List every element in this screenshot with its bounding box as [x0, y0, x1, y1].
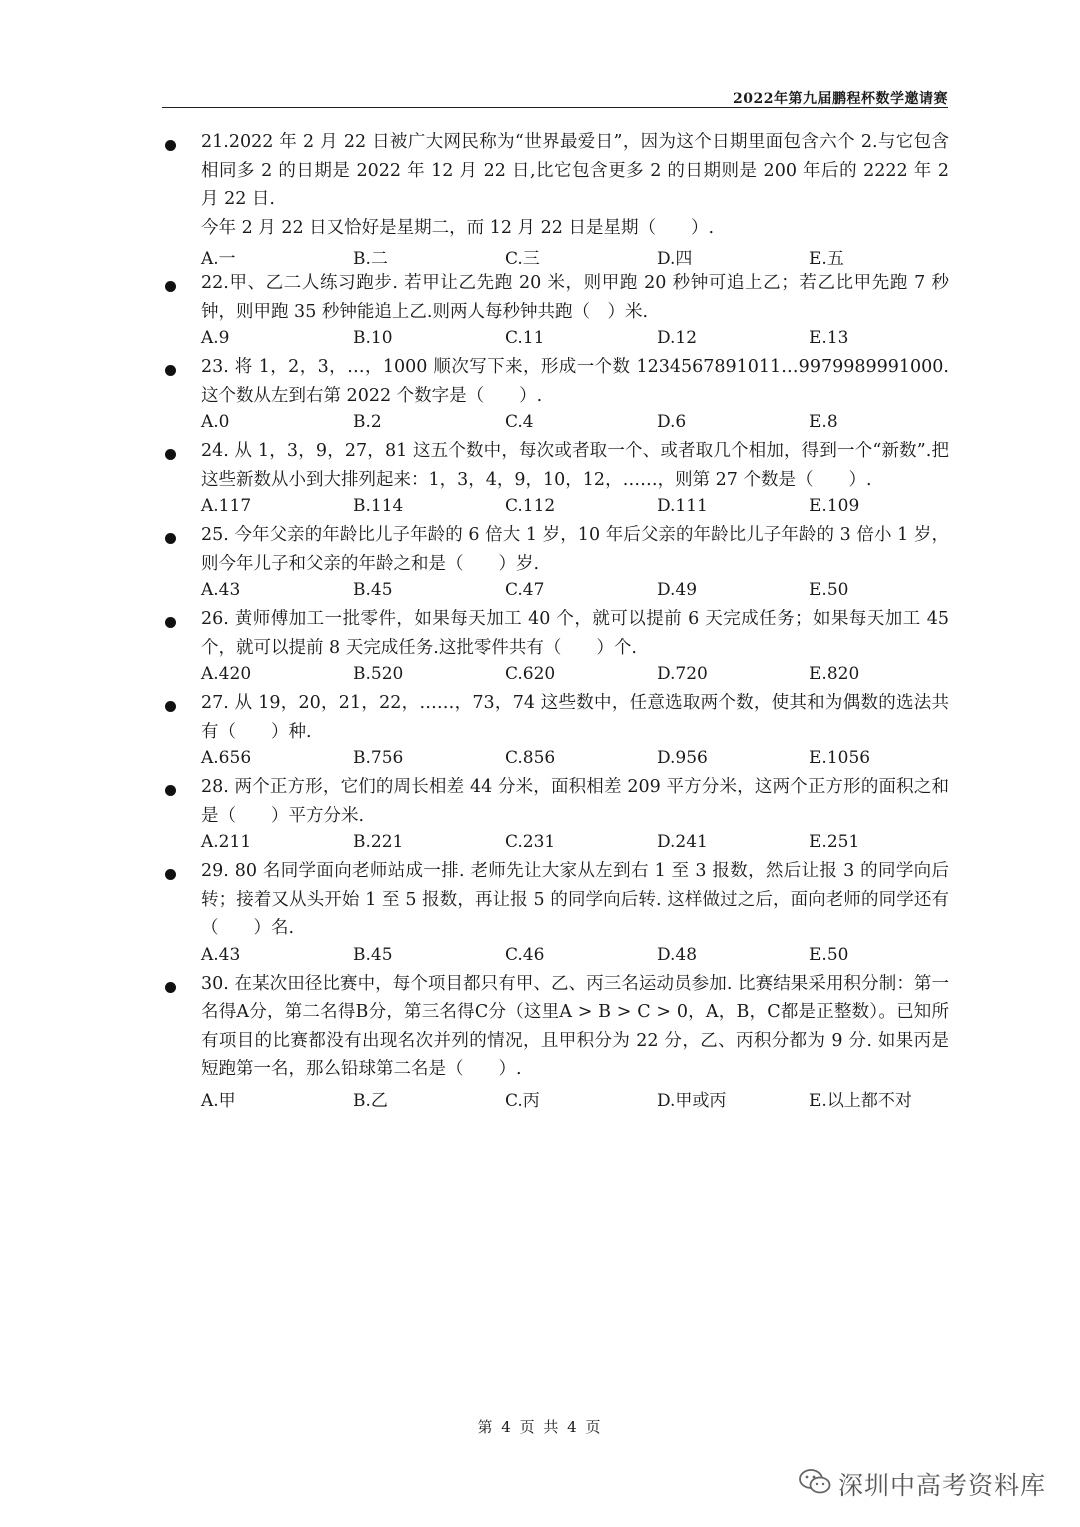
option-d: D.甲或丙	[657, 1090, 727, 1111]
option-e: E.13	[809, 328, 849, 348]
option-d: D.49	[657, 580, 698, 600]
question-text: 25. 今年父亲的年龄比儿子年龄的 6 倍大 1 岁，10 年后父亲的年龄比儿子年龄的 3 倍小 1 岁，则今年儿子和父亲的年龄之和是（ ）岁.	[201, 525, 949, 574]
bullet-icon	[165, 785, 176, 796]
option-e: E.50	[809, 580, 849, 600]
question-text: 29. 80 名同学面向老师站成一排. 老师先让大家从左到右 1 至 3 报数，然后让报 3 的同学向后转；接着又从头开始 1 至 5 报数，再让报 5 的同学向后转. 这样做过之后，面向老师的同学还有（ ）名.	[201, 861, 949, 938]
option-d: D.6	[657, 412, 687, 432]
question-27	[0, 689, 1080, 773]
question-26	[0, 605, 1080, 689]
bullet-icon	[165, 449, 176, 460]
option-c: C.112	[505, 496, 556, 516]
question-options	[201, 326, 1080, 353]
watermark	[798, 1466, 1046, 1502]
question-text: 24. 从 1，3，9，27，81 这五个数中，每次或者取一个、或者取几个相加，得到一个“新数”.把这些新数从小到大排列起来：1，3，4，9，10，12，……，则第 27 个数是（ ）.	[201, 441, 949, 490]
question-options	[201, 242, 1080, 269]
question-24	[0, 437, 1080, 521]
question-text: 27. 从 19，20，21，22，……，73，74 这些数中，任意选取两个数，使其和为偶数的选法共有（ ）种.	[201, 693, 949, 742]
option-c: C.三	[505, 249, 540, 269]
option-a: A.43	[201, 944, 241, 965]
wechat-icon	[798, 1468, 832, 1500]
option-e: E.820	[809, 664, 860, 684]
question-25	[0, 521, 1080, 605]
option-b: B.10	[353, 328, 393, 348]
option-c: C.620	[505, 664, 556, 684]
header-title: 2022年第九届鹏程杯数学邀请赛	[733, 91, 948, 107]
question-text: 22.甲、乙二人练习跑步. 若甲让乙先跑 20 米，则甲跑 20 秒钟可追上乙；若乙比甲先跑 7 秒钟，则甲跑 35 秒钟能追上乙.则两人每秒钟共跑（ ）米.	[201, 273, 949, 322]
question-options	[201, 410, 1080, 437]
question-23	[0, 353, 1080, 437]
question-29	[0, 857, 1080, 970]
option-c: C.4	[505, 412, 534, 432]
option-b: B.二	[353, 249, 388, 269]
option-e: E.109	[809, 496, 860, 516]
option-b: B.114	[353, 496, 404, 516]
option-c: C.231	[505, 832, 556, 852]
question-text: 21.2022 年 2 月 22 日被广大网民称为“世界最爱日”，因为这个日期里面包含六个 2.与它包含相同多 2 的日期是 2022 年 12 月 22 日,比它包含更多 2 的日期则是 200 年后的 2222 年 2 月 22 日. 今年 2 月 22 日又恰好是星期二，而 12 月 22 日是星期（ ）.	[201, 132, 949, 238]
option-a: A.一	[201, 249, 236, 269]
option-b: B.520	[353, 664, 404, 684]
bullet-icon	[165, 281, 176, 292]
question-options	[201, 662, 1080, 689]
option-a: A.656	[201, 748, 252, 768]
question-options	[201, 578, 1080, 605]
bullet-icon	[165, 701, 176, 712]
option-e: E.五	[809, 249, 844, 269]
option-b: B.221	[353, 832, 404, 852]
option-a: A.211	[201, 832, 252, 852]
option-b: B.45	[353, 944, 393, 965]
bullet-icon	[165, 869, 176, 880]
option-e: E.8	[809, 412, 838, 432]
option-e: E.251	[809, 832, 860, 852]
bullet-icon	[165, 140, 176, 151]
watermark-text: 深圳中高考资料库	[837, 1471, 1046, 1500]
question-options	[201, 1084, 1080, 1111]
option-e: E.50	[809, 944, 849, 965]
question-21	[0, 128, 1080, 269]
option-b: B.2	[353, 412, 382, 432]
option-d: D.241	[657, 832, 708, 852]
option-d: D.956	[657, 748, 708, 768]
question-options	[201, 943, 1080, 970]
option-d: D.111	[657, 496, 708, 516]
bullet-icon	[165, 533, 176, 544]
question-22	[0, 269, 1080, 353]
option-c: C.47	[505, 580, 545, 600]
option-a: A.43	[201, 580, 241, 600]
question-28	[0, 773, 1080, 857]
option-d: D.48	[657, 944, 698, 965]
question-text: 30. 在某次田径比赛中，每个项目都只有甲、乙、丙三名运动员参加. 比赛结果采用积分制：第一名得A分，第二名得B分，第三名得C分（这里A > B > C > 0，A，B，C都是正整数）。已知所有项目的比赛都没有出现名次并列的情况，且甲积分为 22 分，乙、丙积分都为 9 分. 如果丙是短跑第一名，那么铅球第二名是（ ）.	[201, 973, 949, 1079]
option-b: B.756	[353, 748, 404, 768]
option-d: D.12	[657, 328, 698, 348]
bullet-icon	[165, 365, 176, 376]
question-text: 23. 将 1，2，3，…，1000 顺次写下来，形成一个数 1234567891011…9979989991000. 这个数从左到右第 2022 个数字是（ ）.	[201, 357, 955, 406]
option-a: A.117	[201, 496, 252, 516]
question-options	[201, 494, 1080, 521]
bullet-icon	[165, 982, 176, 993]
question-30	[0, 970, 1080, 1111]
option-c: C.11	[505, 328, 545, 348]
option-a: A.420	[201, 664, 252, 684]
bullet-icon	[165, 617, 176, 628]
option-a: A.0	[201, 412, 230, 432]
option-e: E.1056	[809, 748, 871, 768]
question-text: 28. 两个正方形，它们的周长相差 44 分米，面积相差 209 平方分米，这两个正方形的面积之和是（ ）平方分米.	[201, 777, 949, 826]
option-c: C.丙	[505, 1090, 540, 1111]
option-b: B.45	[353, 580, 393, 600]
page-number: 第 4 页 共 4 页	[477, 1418, 603, 1436]
question-text: 26. 黄师傅加工一批零件，如果每天加工 40 个，就可以提前 6 天完成任务；如果每天加工 45 个，就可以提前 8 天完成任务.这批零件共有（ ）个.	[201, 609, 955, 658]
question-options	[201, 746, 1080, 773]
option-d: D.四	[657, 249, 693, 269]
option-b: B.乙	[353, 1090, 388, 1111]
option-e: E.以上都不对	[809, 1090, 912, 1111]
header-divider	[162, 107, 948, 108]
option-c: C.856	[505, 748, 556, 768]
option-a: A.甲	[201, 1090, 236, 1111]
question-options	[201, 830, 1080, 857]
option-c: C.46	[505, 944, 545, 965]
option-d: D.720	[657, 664, 708, 684]
question-list	[0, 128, 1080, 1111]
option-a: A.9	[201, 328, 230, 348]
